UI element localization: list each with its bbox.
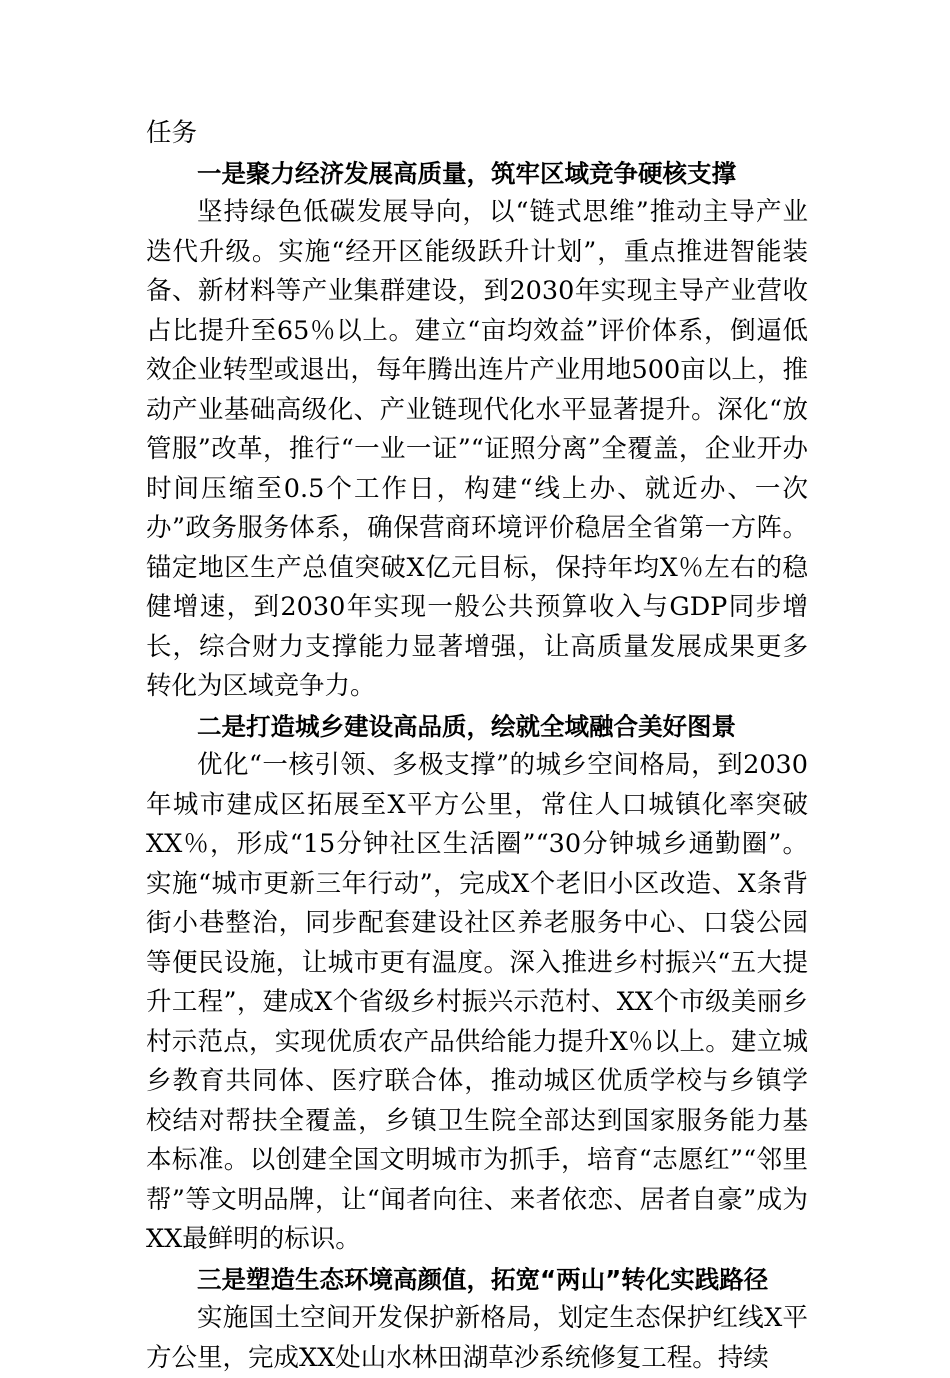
section-body-2: 优化“一核引领、多极支撑”的城乡空间格局，到2030年城市建成区拓展至X平方公里，常住人口城镇化率突破XX％，形成“15分钟社区生活圈”“30分钟城乡通勤圈”。实施“城市更新三年行动”，完成X个老旧小区改造、X条背街小巷整治，同步配套建设社区养老服务中心、口袋公园等便民设施，让城市更有温度。深入推进乡村振兴“五大提升工程”，建成X个省级乡村振兴示范村、XX个市级美丽乡村示范点，实现优质农产品供给能力提升X％以上。建立城乡教育共同体、医疗联合体，推动城区优质学校与乡镇学校结对帮扶全覆盖，乡镇卫生院全部达到国家服务能力基本标准。以创建全国文明城市为抓手，培育“志愿红”“邻里帮”等文明品牌，让“闻者向往、来者依恋、居者自豪”成为XX最鲜明的标识。: [146, 750, 808, 1254]
section-body-3: 实施国土空间开发保护新格局，划定生态保护红线X平方公里，完成XX处山水林田湖草沙系统修复工程。持续: [146, 1303, 808, 1373]
section-heading-2: 二是打造城乡建设高品质，绘就全域融合美好图景: [197, 711, 736, 741]
section-heading-1: 一是聚力经济发展高质量，筑牢区域竞争硬核支撑: [197, 158, 736, 188]
section-body-1: 坚持绿色低碳发展导向，以“链式思维”推动主导产业迭代升级。实施“经开区能级跃升计划”，重点推进智能装备、新材料等产业集群建设，到2030年实现主导产业营收占比提升至65％以上。建立“亩均效益”评价体系，倒逼低效企业转型或退出，每年腾出连片产业用地500亩以上，推动产业基础高级化、产业链现代化水平显著提升。深化“放管服”改革，推行“一业一证”“证照分离”全覆盖，企业开办时间压缩至0.5个工作日，构建“线上办、就近办、一次办”政务服务体系，确保营商环境评价稳居全省第一方阵。锚定地区生产总值突破X亿元目标，保持年均X％左右的稳健增速，到2030年实现一般公共预算收入与GDP同步增长，综合财力支撑能力显著增强，让高质量发展成果更多转化为区域竞争力。: [146, 197, 808, 701]
lead-fragment: 任务: [146, 118, 198, 148]
section-heading-3: 三是塑造生态环境高颜值，拓宽“两山”转化实践路径: [197, 1264, 769, 1294]
document-page: [146, 114, 808, 1378]
